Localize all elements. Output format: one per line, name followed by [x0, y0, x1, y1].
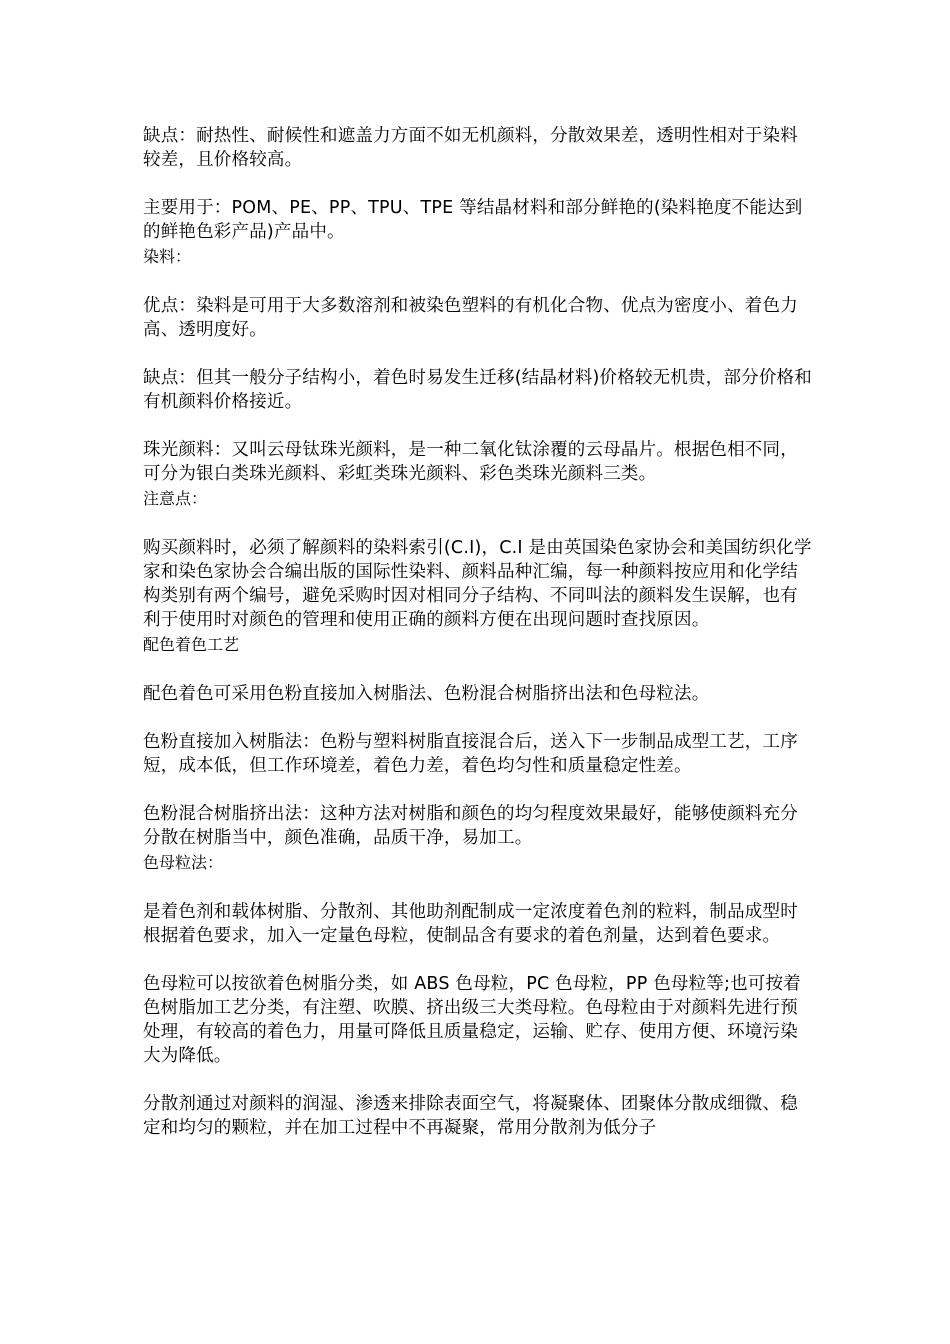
document-page	[143, 124, 813, 1164]
paragraph-dispersant: 分散剂通过对颜料的润湿、渗透来排除表面空气，将凝聚体、团聚体分散成细微、稳定和均匀的颗粒，并在加工过程中不再凝聚，常用分散剂为低分子	[143, 1094, 798, 1138]
paragraph-pearl-pigment: 珠光颜料：又叫云母钛珠光颜料，是一种二氧化钛涂覆的云母晶片。根据色相不同，可分为银白类珠光颜料、彩虹类珠光颜料、彩色类珠光颜料三类。	[143, 440, 798, 484]
heading-dyes: 染料：	[143, 247, 192, 266]
paragraph-pigment-uses: 主要用于：POM、PE、PP、TPU、TPE 等结晶材料和部分鲜艳的(染料艳度不能达到的鲜艳色彩产品)产品中。	[143, 198, 803, 242]
paragraph-pigment-disadvantages: 缺点：耐热性、耐候性和遮盖力方面不如无机颜料，分散效果差，透明性相对于染料较差，且价格较高。	[143, 126, 798, 170]
paragraph-color-index: 购买颜料时，必须了解颜料的染料索引(C.I)，C.I 是由英国染色家协会和美国纺织化学家和染色家协会合编出版的国际性染料、颜料品种汇编，每一种颜料按应用和化学结构类别有两个编号，避免采购时因对相同分子结构、不同叫法的颜料发生误解，也有利于使用时对颜色的管理和使用正确的颜料方便在出现问题时查找原因。	[143, 538, 812, 630]
paragraph-coloring-methods: 配色着色可采用色粉直接加入树脂法、色粉混合树脂挤出法和色母粒法。	[143, 684, 710, 704]
paragraph-direct-method: 色粉直接加入树脂法：色粉与塑料树脂直接混合后，送入下一步制品成型工艺，工序短，成本低，但工作环境差，着色力差，着色均匀性和质量稳定性差。	[143, 732, 798, 776]
heading-notes: 注意点：	[143, 489, 208, 508]
heading-masterbatch: 色母粒法：	[143, 853, 224, 872]
paragraph-extrusion-method: 色粉混合树脂挤出法：这种方法对树脂和颜色的均匀程度效果最好，能够使颜料充分分散在树脂当中，颜色准确，品质干净，易加工。	[143, 804, 798, 848]
paragraph-masterbatch-classification: 色母粒可以按欲着色树脂分类，如 ABS 色母粒，PC 色母粒，PP 色母粒等;也可按着色树脂加工艺分类，有注塑、吹膜、挤出级三大类母粒。色母粒由于对颜料先进行预处理，有较高的着色力，用量可降低且质量稳定，运输、贮存、使用方便、环境污染大为降低。	[143, 974, 801, 1066]
paragraph-dye-advantages: 优点：染料是可用于大多数溶剂和被染色塑料的有机化合物、优点为密度小、着色力高、透明度好。	[143, 296, 798, 340]
paragraph-masterbatch-definition: 是着色剂和载体树脂、分散剂、其他助剂配制成一定浓度着色剂的粒料，制品成型时根据着色要求，加入一定量色母粒，使制品含有要求的着色剂量，达到着色要求。	[143, 902, 798, 946]
heading-coloring-process: 配色着色工艺	[143, 635, 240, 654]
paragraph-dye-disadvantages: 缺点：但其一般分子结构小，着色时易发生迁移(结晶材料)价格较无机贵，部分价格和有机颜料价格接近。	[143, 368, 812, 412]
